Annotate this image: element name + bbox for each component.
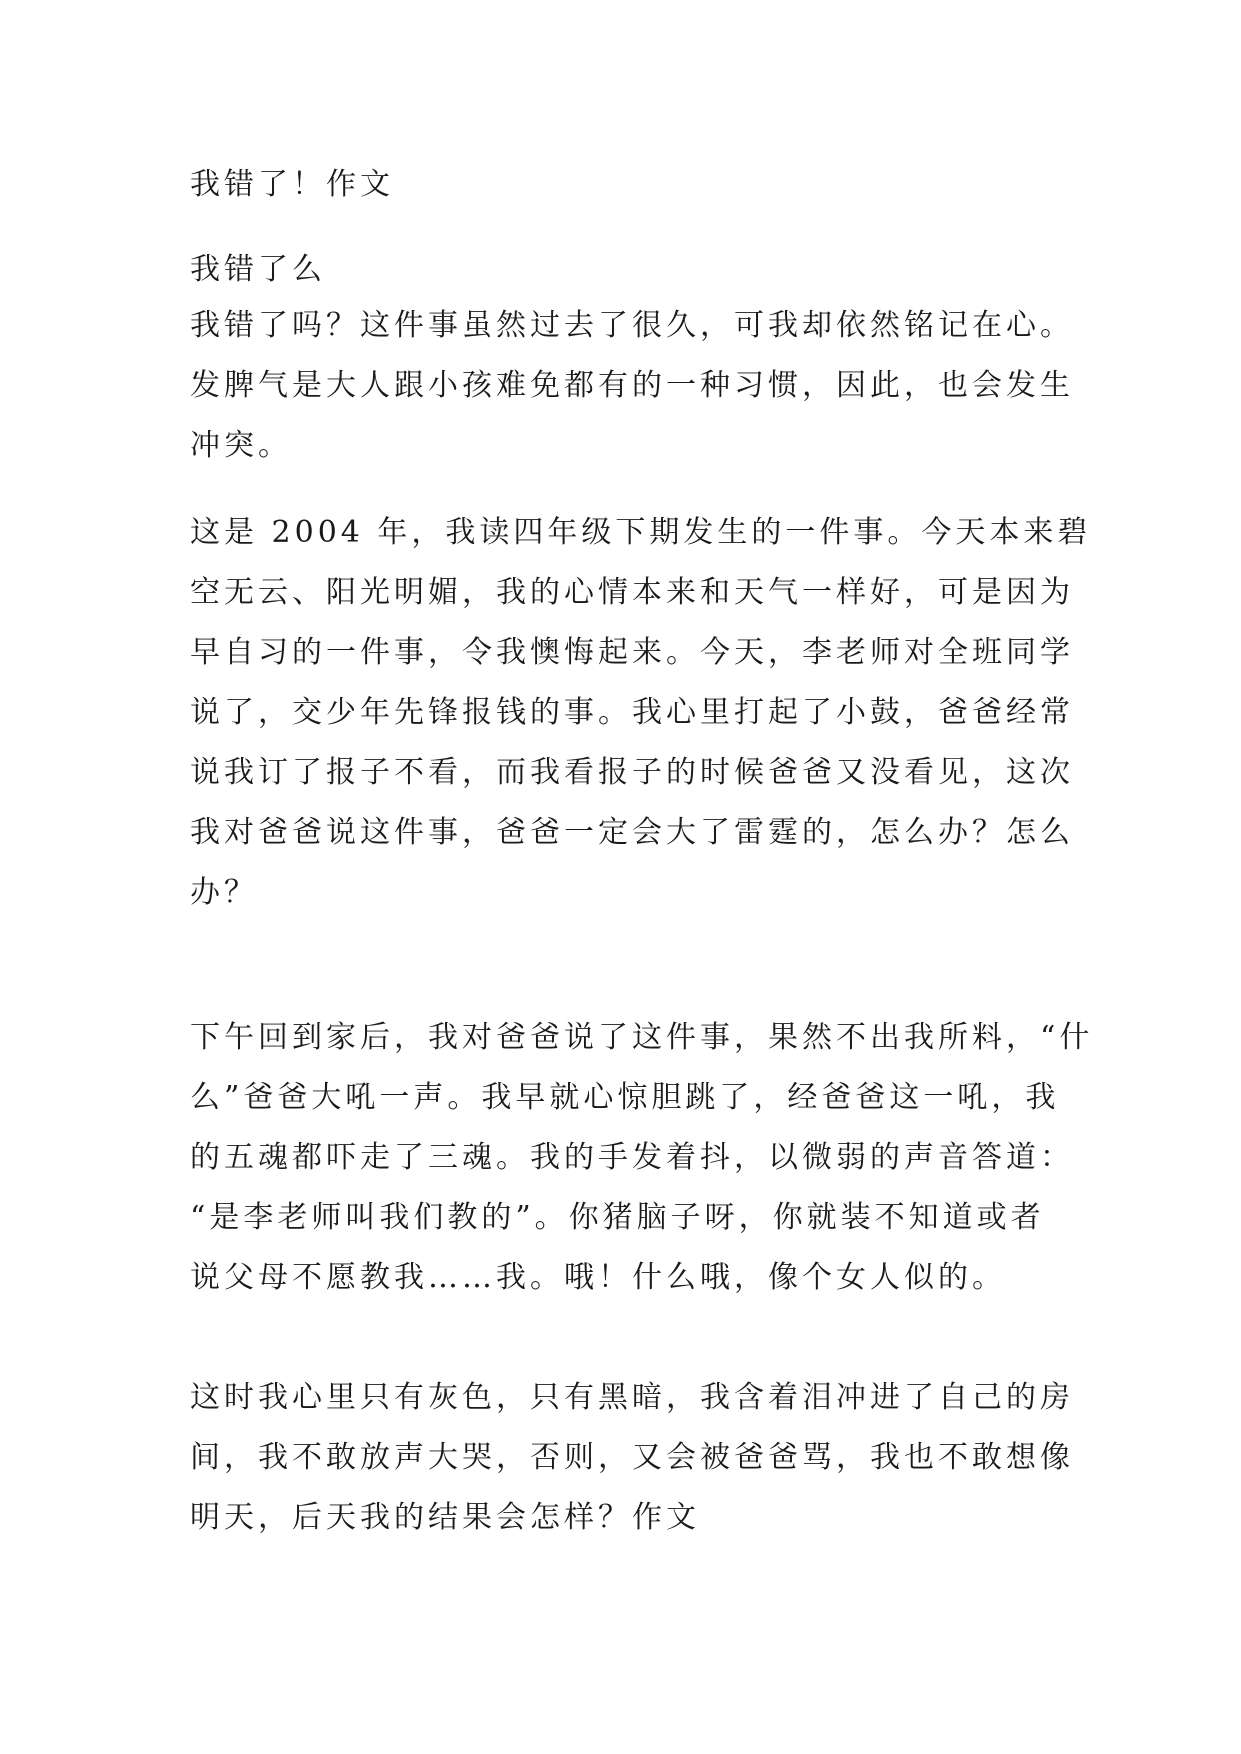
paragraph-line: “是李老师叫我们教的”。你猪脑子呀，你就装不知道或者: [190, 1200, 1045, 1235]
paragraph-4: [190, 1368, 1090, 1548]
title-line: 我错了！作文: [190, 167, 394, 202]
paragraph-1: [190, 296, 1090, 476]
paragraph-line: 办？: [190, 875, 258, 910]
paragraph-line: 我错了吗？这件事虽然过去了很久，可我却依然铭记在心。: [190, 308, 1074, 343]
document-title: [190, 155, 1090, 215]
paragraph-line: 间，我不敢放声大哭，否则，又会被爸爸骂，我也不敢想像: [190, 1440, 1074, 1475]
paragraph-line: 下午回到家后，我对爸爸说了这件事，果然不出我所料，“什: [190, 1020, 1094, 1055]
paragraph-line: 冲突。: [190, 428, 292, 463]
paragraph-line: 这是 2004 年，我读四年级下期发生的一件事。今天本来碧: [190, 515, 1092, 550]
paragraph-line: 的五魂都吓走了三魂。我的手发着抖，以微弱的声音答道：: [190, 1140, 1074, 1175]
paragraph-2: [190, 503, 1090, 923]
paragraph-line: 说父母不愿教我……我。哦！什么哦，像个女人似的。: [190, 1260, 1006, 1295]
subtitle-line: 我错了么: [190, 252, 326, 287]
paragraph-line: 这时我心里只有灰色，只有黑暗，我含着泪冲进了自己的房: [190, 1380, 1074, 1415]
paragraph-line: 我对爸爸说这件事，爸爸一定会大了雷霆的，怎么办？怎么: [190, 815, 1074, 850]
paragraph-line: 明天，后天我的结果会怎样？作文: [190, 1500, 700, 1535]
paragraph-3: [190, 1008, 1094, 1308]
document-subtitle: [190, 240, 1090, 300]
paragraph-line: 空无云、阳光明媚，我的心情本来和天气一样好，可是因为: [190, 575, 1074, 610]
paragraph-line: 早自习的一件事，令我懊悔起来。今天，李老师对全班同学: [190, 635, 1074, 670]
paragraph-line: 发脾气是大人跟小孩难免都有的一种习惯，因此，也会发生: [190, 368, 1074, 403]
paragraph-line: 么”爸爸大吼一声。我早就心惊胆跳了，经爸爸这一吼，我: [190, 1080, 1060, 1115]
paragraph-line: 说了，交少年先锋报钱的事。我心里打起了小鼓，爸爸经常: [190, 695, 1074, 730]
paragraph-line: 说我订了报子不看，而我看报子的时候爸爸又没看见，这次: [190, 755, 1074, 790]
